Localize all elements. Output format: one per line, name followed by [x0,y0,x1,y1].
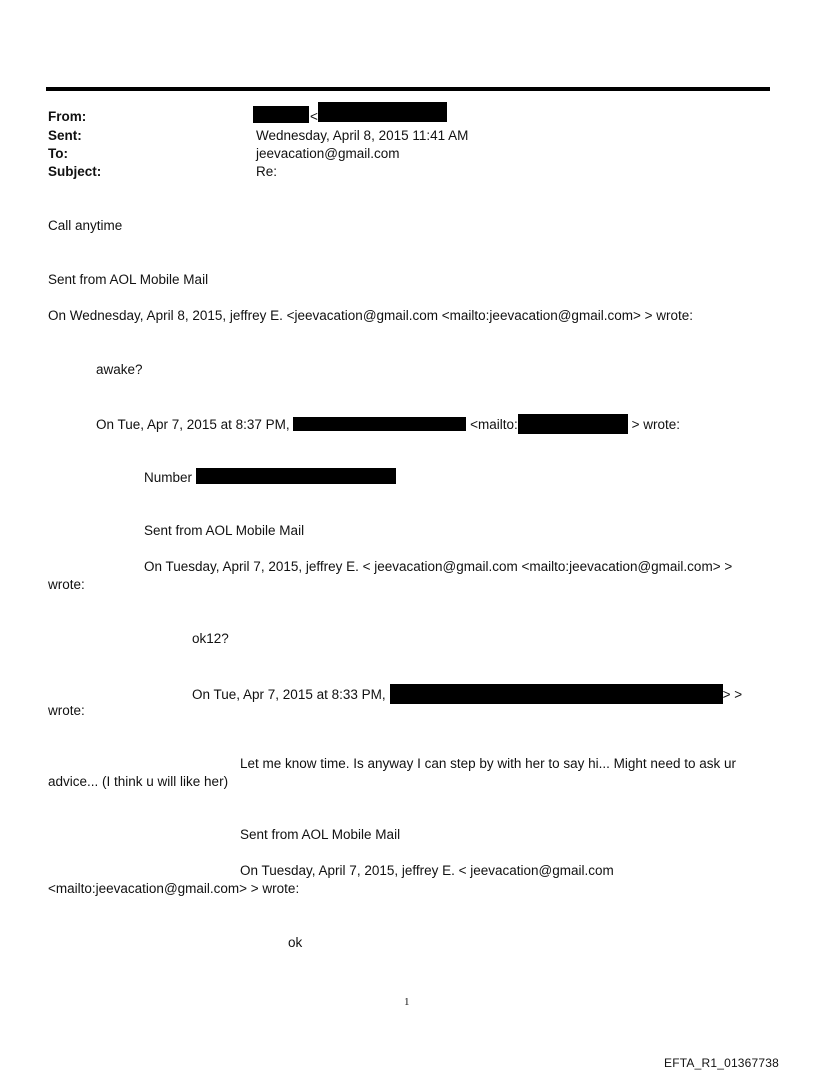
quote-header-3: On Tuesday, April 7, 2015, jeffrey E. < jeevacation@gmail.com <mailto:jeevacation@gmail.com> > [144,559,733,574]
redacted-sender-name [253,106,309,123]
quote-header-2-wrote: > wrote: [631,417,680,432]
quote-header-5: On Tuesday, April 7, 2015, jeffrey E. < jeevacation@gmail.com [240,863,614,878]
body-line-awake: awake? [96,362,143,377]
body-line-ok: ok [288,935,303,950]
quote-header-4-tail: > > [722,687,743,702]
header-rule [46,87,770,91]
quote-header-3-wrap: wrote: [48,577,85,592]
body-line-let-me-know-wrap: advice... (I think u will like her) [48,774,229,789]
quote-header-4 [192,684,742,704]
quote-header-5-wrap: <mailto:jeevacation@gmail.com> > wrote: [48,881,300,896]
body-line-signature-2: Sent from AOL Mobile Mail [144,523,305,538]
body-line-let-me-know: Let me know time. Is anyway I can step by with her to say hi... Might need to ask ur [240,756,736,771]
body-line-signature-1: Sent from AOL Mobile Mail [48,272,209,287]
to-value: jeevacation@gmail.com [256,146,400,161]
sent-label: Sent: [48,128,82,143]
body-line-signature-3: Sent from AOL Mobile Mail [240,827,401,842]
redacted-email-4 [390,684,723,704]
redacted-name-2 [293,417,466,431]
redacted-phone-number [196,468,396,484]
quote-header-4-wrap: wrote: [48,703,85,718]
body-line-number [144,468,396,486]
body-line-ok12: ok12? [192,631,229,646]
subject-value: Re: [256,164,278,179]
number-label: Number [144,470,193,485]
from-bracket: < [310,109,318,124]
sent-value: Wednesday, April 8, 2015 11:41 AM [256,128,469,143]
bates-number: EFTA_R1_01367738 [664,1056,780,1070]
body-line-call-anytime: Call anytime [48,218,123,233]
quote-header-1: On Wednesday, April 8, 2015, jeffrey E. <jeevacation@gmail.com <mailto:jeevacation@gmail.com> > wrote: [48,308,693,323]
to-label: To: [48,146,68,161]
from-label: From: [48,109,87,124]
redacted-sender-email [318,102,447,122]
redacted-email-2 [518,414,628,434]
quote-header-2 [96,414,680,434]
subject-label: Subject: [48,164,102,179]
quote-header-2-mailto: <mailto: [470,417,518,432]
page-number: 1 [404,996,410,1008]
quote-header-2-date: On Tue, Apr 7, 2015 at 8:37 PM, [96,417,290,432]
quote-header-4-date: On Tue, Apr 7, 2015 at 8:33 PM, [192,687,386,702]
